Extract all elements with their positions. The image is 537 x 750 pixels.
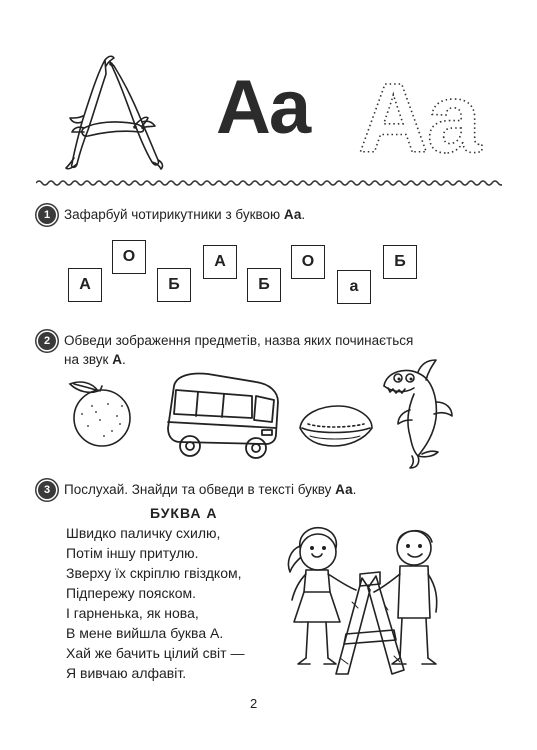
page-number: 2 — [250, 696, 258, 711]
task-2-line-1: Обведи зображення предметів, назва яких починається — [64, 333, 414, 348]
poem-title: БУКВА А — [150, 505, 218, 521]
melon-icon[interactable] — [296, 402, 376, 452]
shark-icon[interactable] — [376, 358, 456, 470]
orange-icon[interactable] — [62, 376, 142, 450]
solid-letters-aa: Aa — [216, 65, 310, 150]
poem-line-2: Потім іншу притулю. — [66, 545, 199, 561]
task-3-text-end: . — [352, 482, 357, 497]
letter-square-1[interactable]: А — [68, 268, 102, 302]
task-1-text-end: . — [301, 207, 306, 222]
letter-square-5[interactable]: Б — [247, 268, 281, 302]
bus-icon[interactable] — [160, 366, 284, 464]
poem-line-4: Підпережу пояском. — [66, 585, 197, 601]
task-3-instruction — [64, 480, 356, 499]
dotted-letters-text: Aa — [358, 63, 480, 160]
task-3-number-badge: 3 — [38, 481, 56, 499]
letter-square-2[interactable]: О — [112, 240, 146, 274]
letter-square-3[interactable]: Б — [157, 268, 191, 302]
task-2-instruction — [64, 331, 413, 369]
letter-square-4[interactable]: А — [203, 245, 237, 279]
poem-line-3: Зверху їх скріплю гвіздком, — [66, 565, 242, 581]
poem-line-6: В мене вийшла буква А. — [66, 625, 224, 641]
letter-square-6[interactable]: О — [291, 245, 325, 279]
letter-square-7[interactable]: а — [337, 270, 371, 304]
dolphin-letter-a-picture — [60, 52, 170, 172]
decorative-rope-divider — [36, 178, 502, 188]
poem-line-1: Швидко паличку схилю, — [66, 525, 221, 541]
task-3-bold-letters: Аа — [335, 482, 353, 497]
poem-line-5: І гарненька, як нова, — [66, 605, 199, 621]
poem-line-7: Хай же бачить цілий світ — — [66, 645, 245, 661]
poem-line-8: Я вивчаю алфавіт. — [66, 665, 187, 681]
task-3-text: Послухай. Знайди та обведи в тексті букву — [64, 482, 336, 497]
task-1-instruction — [64, 205, 305, 224]
dotted-letters-aa-tracing[interactable] — [356, 60, 506, 160]
task-1-number-badge: 1 — [38, 206, 56, 224]
task-2-number-badge: 2 — [38, 332, 56, 350]
task-1-bold-letters: Аа — [283, 207, 302, 222]
children-building-letter-a-illustration — [276, 518, 452, 684]
task-1-text: Зафарбуй чотирикутники з буквою — [64, 207, 284, 222]
task-2-line-2: на звук А. — [64, 352, 126, 367]
letter-square-8[interactable]: Б — [383, 245, 417, 279]
